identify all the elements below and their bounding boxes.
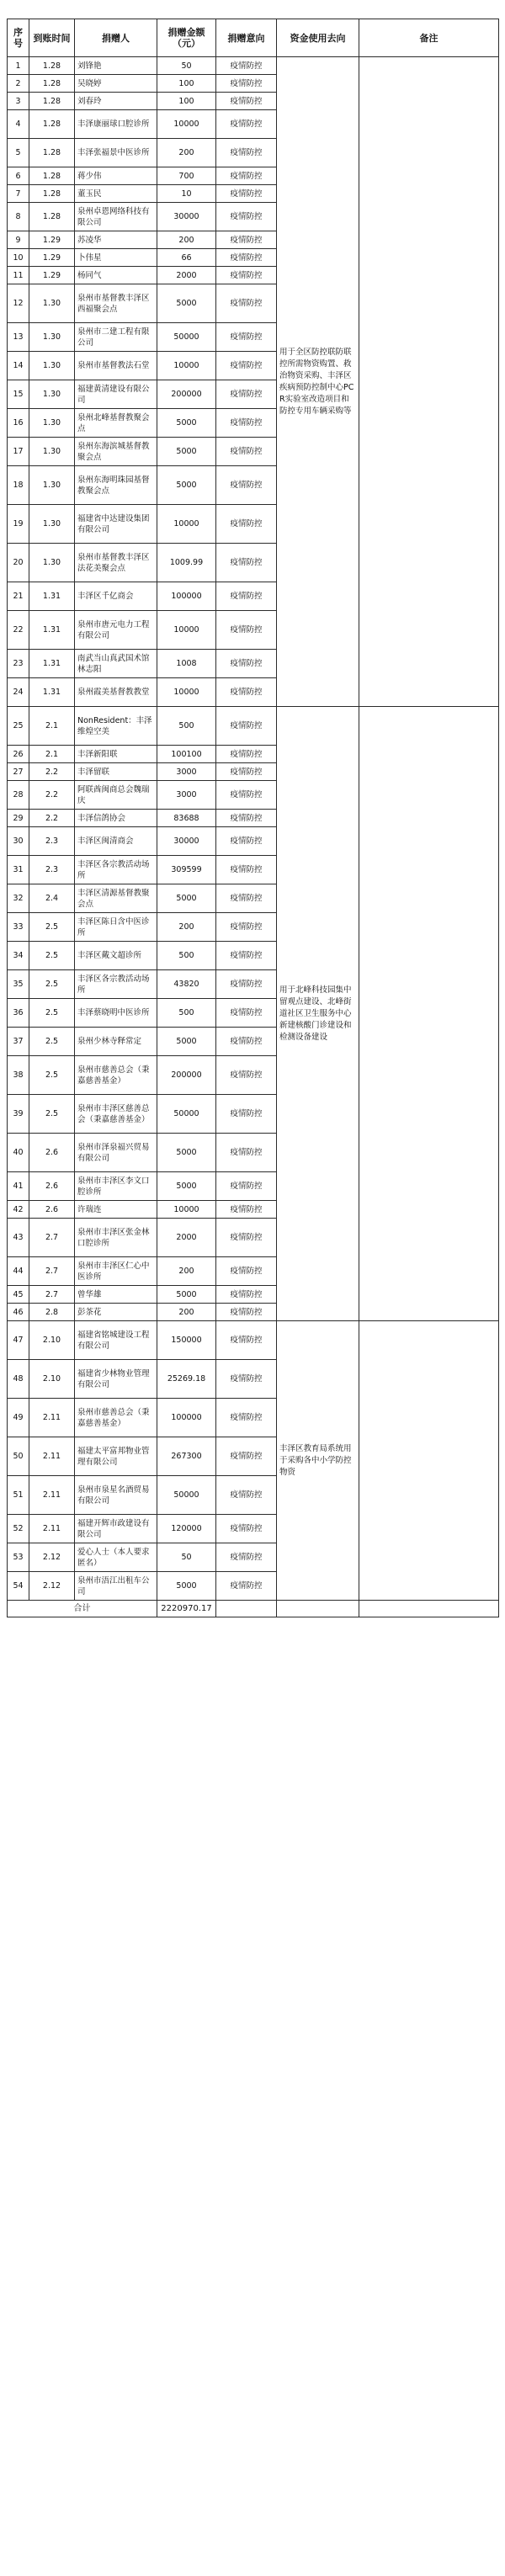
donation-intent: 疫情防控 [216,167,277,185]
remarks-cell [359,57,499,707]
row-number: 5 [8,139,29,167]
donation-amount: 5000 [157,884,216,913]
arrival-date: 1.30 [29,323,75,352]
donation-amount: 10000 [157,110,216,139]
donor-name: 福建开辉市政建设有限公司 [75,1515,157,1543]
donation-intent: 疫情防控 [216,1028,277,1056]
donation-amount: 5000 [157,284,216,323]
donation-intent: 疫情防控 [216,409,277,438]
row-number: 37 [8,1028,29,1056]
donor-name: 泉州市泽泉福兴贸易有限公司 [75,1134,157,1172]
row-number: 10 [8,249,29,267]
donor-name: 泉州市丰泽区李文口腔诊所 [75,1172,157,1201]
donor-name: NonResident：丰泽维煌空美 [75,707,157,746]
table-body [8,57,499,1617]
donation-intent: 疫情防控 [216,1201,277,1219]
row-number: 16 [8,409,29,438]
donation-table [7,19,499,1617]
arrival-date: 2.2 [29,763,75,781]
empty-cell [216,1601,277,1617]
donation-amount: 50000 [157,323,216,352]
total-row [8,1601,499,1617]
donation-amount: 5000 [157,1028,216,1056]
donation-amount: 500 [157,942,216,970]
donation-amount: 200 [157,139,216,167]
donation-amount: 66 [157,249,216,267]
row-number: 21 [8,582,29,611]
arrival-date: 2.5 [29,1095,75,1134]
arrival-date: 2.6 [29,1201,75,1219]
donor-name: 蒋少伟 [75,167,157,185]
row-number: 34 [8,942,29,970]
table-row [8,1321,499,1360]
donation-intent: 疫情防控 [216,1257,277,1286]
donation-intent: 疫情防控 [216,827,277,856]
donation-intent: 疫情防控 [216,1304,277,1321]
donor-name: 杨同气 [75,267,157,284]
arrival-date: 2.7 [29,1257,75,1286]
donor-name: 泉州市丰泽区慈善总会（秉嘉慈善基金） [75,1095,157,1134]
donation-intent: 疫情防控 [216,1095,277,1134]
total-label: 合计 [8,1601,157,1617]
donor-name: 丰泽蔡晓明中医诊所 [75,999,157,1028]
row-number: 27 [8,763,29,781]
row-number: 19 [8,505,29,544]
donation-amount: 5000 [157,409,216,438]
row-number: 13 [8,323,29,352]
arrival-date: 2.8 [29,1304,75,1321]
donation-amount: 3000 [157,763,216,781]
donation-intent: 疫情防控 [216,1437,277,1476]
donation-intent: 疫情防控 [216,970,277,999]
arrival-date: 2.4 [29,884,75,913]
donation-intent: 疫情防控 [216,1134,277,1172]
donation-intent: 疫情防控 [216,678,277,707]
row-number: 25 [8,707,29,746]
donation-amount: 309599 [157,856,216,884]
row-number: 28 [8,781,29,810]
donation-amount: 5000 [157,1572,216,1601]
donation-intent: 疫情防控 [216,284,277,323]
donation-amount: 200 [157,231,216,249]
row-number: 30 [8,827,29,856]
donor-name: 泉州市基督教丰泽区法花美聚会点 [75,544,157,582]
arrival-date: 2.5 [29,942,75,970]
arrival-date: 2.7 [29,1286,75,1304]
donation-amount: 10000 [157,611,216,650]
donation-amount: 5000 [157,1134,216,1172]
donation-intent: 疫情防控 [216,380,277,409]
row-number: 48 [8,1360,29,1399]
donation-amount: 1008 [157,650,216,678]
donor-name: 董玉民 [75,185,157,203]
arrival-date: 1.29 [29,249,75,267]
donation-intent: 疫情防控 [216,1321,277,1360]
row-number: 22 [8,611,29,650]
donation-amount: 100 [157,75,216,93]
donation-intent: 疫情防控 [216,75,277,93]
donation-intent: 疫情防控 [216,582,277,611]
donation-intent: 疫情防控 [216,1056,277,1095]
arrival-date: 2.11 [29,1437,75,1476]
donation-amount: 5000 [157,438,216,466]
donation-intent: 疫情防控 [216,1219,277,1257]
header-row [8,19,499,57]
donation-amount: 50 [157,57,216,75]
donor-name: 卜伟星 [75,249,157,267]
column-header: 捐赠金额（元） [157,19,216,57]
donor-name: 泉州市丰泽区张金林口腔诊所 [75,1219,157,1257]
row-number: 42 [8,1201,29,1219]
arrival-date: 1.30 [29,544,75,582]
donation-intent: 疫情防控 [216,1360,277,1399]
donation-amount: 120000 [157,1515,216,1543]
row-number: 36 [8,999,29,1028]
donation-intent: 疫情防控 [216,203,277,231]
arrival-date: 2.10 [29,1321,75,1360]
donation-intent: 疫情防控 [216,1543,277,1572]
row-number: 53 [8,1543,29,1572]
donation-intent: 疫情防控 [216,707,277,746]
donation-amount: 100000 [157,582,216,611]
row-number: 9 [8,231,29,249]
row-number: 51 [8,1476,29,1515]
column-header: 资金使用去向 [277,19,359,57]
row-number: 46 [8,1304,29,1321]
donation-intent: 疫情防控 [216,781,277,810]
arrival-date: 2.5 [29,913,75,942]
donor-name: 泉州市唐元电力工程有限公司 [75,611,157,650]
row-number: 8 [8,203,29,231]
donation-intent: 疫情防控 [216,1399,277,1437]
donation-amount: 2000 [157,267,216,284]
donation-intent: 疫情防控 [216,139,277,167]
empty-cell [359,1601,499,1617]
donation-intent: 疫情防控 [216,650,277,678]
donation-amount: 200 [157,913,216,942]
donation-intent: 疫情防控 [216,267,277,284]
donor-name: 福建省铭城建设工程有限公司 [75,1321,157,1360]
arrival-date: 1.30 [29,466,75,505]
arrival-date: 1.28 [29,139,75,167]
donation-intent: 疫情防控 [216,466,277,505]
row-number: 6 [8,167,29,185]
donation-intent: 疫情防控 [216,352,277,380]
donor-name: 泉州市丰泽区仁心中医诊所 [75,1257,157,1286]
donor-name: 丰泽新阳联 [75,746,157,763]
donor-name: 泉州市浯江出租车公司 [75,1572,157,1601]
donation-amount: 1009.99 [157,544,216,582]
arrival-date: 1.31 [29,650,75,678]
arrival-date: 1.28 [29,75,75,93]
arrival-date: 1.30 [29,505,75,544]
row-number: 26 [8,746,29,763]
donation-amount: 30000 [157,827,216,856]
arrival-date: 1.31 [29,611,75,650]
donor-name: 泉州市慈善总会（秉嘉慈善基金） [75,1399,157,1437]
arrival-date: 2.1 [29,707,75,746]
donor-name: 苏凌华 [75,231,157,249]
donor-name: 福建太平富邦物业管理有限公司 [75,1437,157,1476]
row-number: 32 [8,884,29,913]
arrival-date: 2.10 [29,1360,75,1399]
donor-name: 福建省少林物业管理有限公司 [75,1360,157,1399]
donor-name: 泉州市基督教丰泽区西福聚会点 [75,284,157,323]
arrival-date: 1.30 [29,409,75,438]
row-number: 24 [8,678,29,707]
donation-intent: 疫情防控 [216,249,277,267]
row-number: 35 [8,970,29,999]
row-number: 2 [8,75,29,93]
arrival-date: 2.2 [29,781,75,810]
donation-amount: 200000 [157,1056,216,1095]
donor-name: 爱心人士（本人要求匿名） [75,1543,157,1572]
row-number: 40 [8,1134,29,1172]
row-number: 54 [8,1572,29,1601]
row-number: 41 [8,1172,29,1201]
donation-intent: 疫情防控 [216,231,277,249]
row-number: 7 [8,185,29,203]
donor-name: 泉州市二建工程有限公司 [75,323,157,352]
arrival-date: 1.28 [29,93,75,110]
row-number: 11 [8,267,29,284]
row-number: 17 [8,438,29,466]
arrival-date: 1.30 [29,438,75,466]
arrival-date: 2.2 [29,810,75,827]
row-number: 47 [8,1321,29,1360]
row-number: 18 [8,466,29,505]
column-header: 备注 [359,19,499,57]
donation-amount: 100100 [157,746,216,763]
table-row [8,707,499,746]
arrival-date: 2.3 [29,856,75,884]
donor-name: 福建省中达建设集团有限公司 [75,505,157,544]
donation-intent: 疫情防控 [216,544,277,582]
donor-name: 福建黄清建设有限公司 [75,380,157,409]
donor-name: 丰泽区陈日含中医诊所 [75,913,157,942]
donation-intent: 疫情防控 [216,1286,277,1304]
arrival-date: 2.11 [29,1515,75,1543]
donation-amount: 3000 [157,781,216,810]
arrival-date: 1.30 [29,284,75,323]
row-number: 15 [8,380,29,409]
arrival-date: 2.11 [29,1399,75,1437]
donation-amount: 200 [157,1304,216,1321]
donation-amount: 500 [157,999,216,1028]
donation-amount: 500 [157,707,216,746]
arrival-date: 2.6 [29,1134,75,1172]
remarks-cell [359,1321,499,1601]
donation-amount: 200 [157,1257,216,1286]
donation-intent: 疫情防控 [216,942,277,970]
donor-name: 泉州少林寺释常定 [75,1028,157,1056]
row-number: 45 [8,1286,29,1304]
row-number: 31 [8,856,29,884]
donation-intent: 疫情防控 [216,93,277,110]
column-header: 到账时间 [29,19,75,57]
donation-intent: 疫情防控 [216,185,277,203]
row-number: 4 [8,110,29,139]
donation-amount: 200000 [157,380,216,409]
arrival-date: 2.5 [29,1028,75,1056]
arrival-date: 2.5 [29,970,75,999]
arrival-date: 2.12 [29,1572,75,1601]
donor-name: 许瑞连 [75,1201,157,1219]
donation-intent: 疫情防控 [216,110,277,139]
arrival-date: 2.12 [29,1543,75,1572]
donation-amount: 83688 [157,810,216,827]
donation-amount: 10000 [157,352,216,380]
row-number: 29 [8,810,29,827]
donation-amount: 100000 [157,1399,216,1437]
table-row [8,57,499,75]
donor-name: 吴晓婷 [75,75,157,93]
donation-intent: 疫情防控 [216,763,277,781]
row-number: 50 [8,1437,29,1476]
donor-name: 泉州东海明珠园基督教聚会点 [75,466,157,505]
donation-amount: 10 [157,185,216,203]
donation-amount: 2000 [157,1219,216,1257]
arrival-date: 1.29 [29,267,75,284]
remarks-cell [359,707,499,1321]
arrival-date: 2.6 [29,1172,75,1201]
donation-intent: 疫情防控 [216,746,277,763]
arrival-date: 1.29 [29,231,75,249]
arrival-date: 1.28 [29,167,75,185]
donor-name: 丰泽区千亿商会 [75,582,157,611]
donation-intent: 疫情防控 [216,884,277,913]
arrival-date: 2.5 [29,999,75,1028]
donation-intent: 疫情防控 [216,1476,277,1515]
donation-amount: 50000 [157,1476,216,1515]
arrival-date: 2.1 [29,746,75,763]
donor-name: 丰泽区清源基督教聚会点 [75,884,157,913]
donation-intent: 疫情防控 [216,913,277,942]
donor-name: 丰泽区闽清商会 [75,827,157,856]
donor-name: 刘锋艳 [75,57,157,75]
row-number: 44 [8,1257,29,1286]
arrival-date: 2.3 [29,827,75,856]
donation-amount: 5000 [157,466,216,505]
donation-intent: 疫情防控 [216,999,277,1028]
donation-amount: 50 [157,1543,216,1572]
donation-amount: 150000 [157,1321,216,1360]
row-number: 43 [8,1219,29,1257]
empty-cell [277,1601,359,1617]
donor-name: 泉州东海滨城基督教聚会点 [75,438,157,466]
arrival-date: 2.5 [29,1056,75,1095]
donor-name: 泉州市慈善总会（秉嘉慈善基金） [75,1056,157,1095]
donation-amount: 700 [157,167,216,185]
donation-amount: 5000 [157,1286,216,1304]
donor-name: 泉州霞美基督教教堂 [75,678,157,707]
donation-intent: 疫情防控 [216,57,277,75]
donation-intent: 疫情防控 [216,611,277,650]
column-header: 序号 [8,19,29,57]
donor-name: 丰泽区戴文超诊所 [75,942,157,970]
arrival-date: 1.28 [29,185,75,203]
row-number: 38 [8,1056,29,1095]
donation-intent: 疫情防控 [216,1572,277,1601]
donation-intent: 疫情防控 [216,438,277,466]
donor-name: 丰泽张福景中医诊所 [75,139,157,167]
donor-name: 丰泽康丽球口腔诊所 [75,110,157,139]
donation-amount: 43820 [157,970,216,999]
arrival-date: 1.31 [29,582,75,611]
donation-amount: 10000 [157,1201,216,1219]
arrival-date: 2.7 [29,1219,75,1257]
row-number: 12 [8,284,29,323]
donation-amount: 10000 [157,678,216,707]
arrival-date: 1.28 [29,110,75,139]
donor-name: 丰泽区各宗教活动场所 [75,856,157,884]
row-number: 3 [8,93,29,110]
row-number: 14 [8,352,29,380]
donation-intent: 疫情防控 [216,505,277,544]
donation-intent: 疫情防控 [216,1515,277,1543]
donation-amount: 5000 [157,1172,216,1201]
donation-amount: 10000 [157,505,216,544]
donor-name: 丰泽信鸽协会 [75,810,157,827]
column-header: 捐赠意向 [216,19,277,57]
donor-name: 阿联酋闽商总会魏瑞庆 [75,781,157,810]
column-header: 捐赠人 [75,19,157,57]
donation-amount: 50000 [157,1095,216,1134]
donor-name: 泉州市泉星名酒贸易有限公司 [75,1476,157,1515]
donor-name: 曾华雄 [75,1286,157,1304]
donation-amount: 267300 [157,1437,216,1476]
row-number: 33 [8,913,29,942]
donor-name: 泉州北峰基督教聚会点 [75,409,157,438]
donation-intent: 疫情防控 [216,1172,277,1201]
arrival-date: 1.30 [29,352,75,380]
fund-usage-note: 用于全区防控联防联控所需物资购置、救治物资采购、丰泽区疾病预防控制中心PCR实验室改造项目和防控专用车辆采购等 [277,57,359,707]
row-number: 1 [8,57,29,75]
donation-amount: 30000 [157,203,216,231]
donation-intent: 疫情防控 [216,810,277,827]
arrival-date: 1.30 [29,380,75,409]
arrival-date: 1.31 [29,678,75,707]
row-number: 23 [8,650,29,678]
donor-name: 彭茶花 [75,1304,157,1321]
donor-name: 泉州市基督教法石堂 [75,352,157,380]
row-number: 20 [8,544,29,582]
arrival-date: 2.11 [29,1476,75,1515]
fund-usage-note: 丰泽区教育局系统用于采购各中小学防控物资 [277,1321,359,1601]
row-number: 39 [8,1095,29,1134]
donor-name: 泉州卓恩网络科技有限公司 [75,203,157,231]
row-number: 52 [8,1515,29,1543]
arrival-date: 1.28 [29,203,75,231]
fund-usage-note: 用于北峰科技园集中留观点建设、北峰街道社区卫生服务中心新建核酸门诊建设和检测设备建设 [277,707,359,1321]
donor-name: 南武当山真武国术馆林志阳 [75,650,157,678]
donor-name: 丰泽留联 [75,763,157,781]
row-number: 49 [8,1399,29,1437]
donor-name: 丰泽区各宗教活动场所 [75,970,157,999]
arrival-date: 1.28 [29,57,75,75]
donation-amount: 100 [157,93,216,110]
total-amount: 2220970.17 [157,1601,216,1617]
donation-intent: 疫情防控 [216,323,277,352]
donation-amount: 25269.18 [157,1360,216,1399]
donation-intent: 疫情防控 [216,856,277,884]
donor-name: 刘春玲 [75,93,157,110]
